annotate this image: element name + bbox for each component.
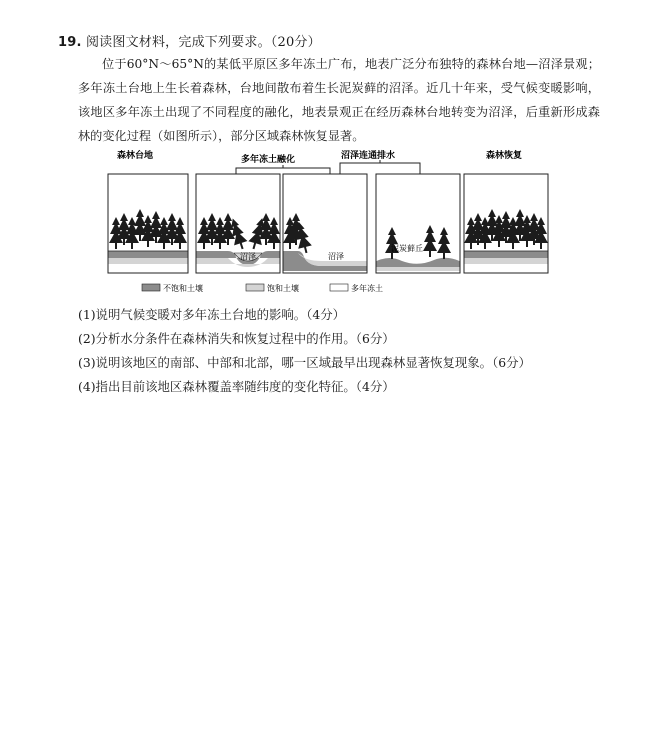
- question-header: [58, 31, 321, 50]
- label-peat-hummock: 泥炭藓丘: [391, 244, 423, 253]
- subquestion-1: (1)说明气候变暖对多年冻土台地的影响。（4分）: [78, 307, 346, 322]
- panel-thaw-late: [283, 174, 367, 273]
- question-number: 19.: [58, 35, 82, 50]
- question-title: 阅读图文材料，完成下列要求。（20分）: [85, 35, 321, 50]
- legend-label-saturated: 饱和土壤: [267, 284, 299, 293]
- panel-thaw-early: [196, 174, 281, 273]
- legend-label-unsaturated: 不饱和土壤: [163, 284, 203, 293]
- label-forest-plateau: 森林台地: [116, 151, 154, 161]
- panel-drainage: [376, 174, 460, 273]
- label-swamp-drainage: 沼泽连通排水: [340, 151, 396, 161]
- landscape-change-diagram: [100, 143, 552, 298]
- subquestion-2: (2)分析水分条件在森林消失和恢复过程中的作用。（6分）: [78, 331, 395, 346]
- label-swamp-b: 沼泽: [328, 252, 344, 261]
- legend-swatch-unsaturated: [142, 284, 160, 291]
- label-forest-recovery: 森林恢复: [485, 151, 523, 161]
- legend-swatch-permafrost: [330, 284, 348, 291]
- legend-label-permafrost: 多年冻土: [351, 284, 383, 293]
- label-permafrost-thaw: 多年冻土融化: [240, 155, 296, 165]
- material-paragraph: 位于60°N～65°N的某低平原区多年冻土广布，地表广泛分布独特的森林台地—沼泽景观；多年冻土台地上生长着森林，台地间散布着生长泥炭藓的沼泽。近几十年来，受气候变暖影响，该地区多年冻土出现了不同程度的融化，地表景观正在经历森林台地转变为沼泽，后重新形成森林的变化过程（如图所示），部分区域森林恢复显著。: [78, 57, 600, 143]
- subquestion-3: (3)说明该地区的南部、中部和北部，哪一区域最早出现森林显著恢复现象。（6分）: [78, 355, 531, 370]
- subquestion-4: (4)指出目前该地区森林覆盖率随纬度的变化特征。（4分）: [78, 379, 395, 394]
- legend-swatch-saturated: [246, 284, 264, 291]
- label-swamp-a: 沼泽: [240, 252, 256, 261]
- legend: [142, 283, 383, 293]
- panel-forest-plateau: [108, 174, 188, 273]
- panel-forest-recovery: [464, 174, 548, 273]
